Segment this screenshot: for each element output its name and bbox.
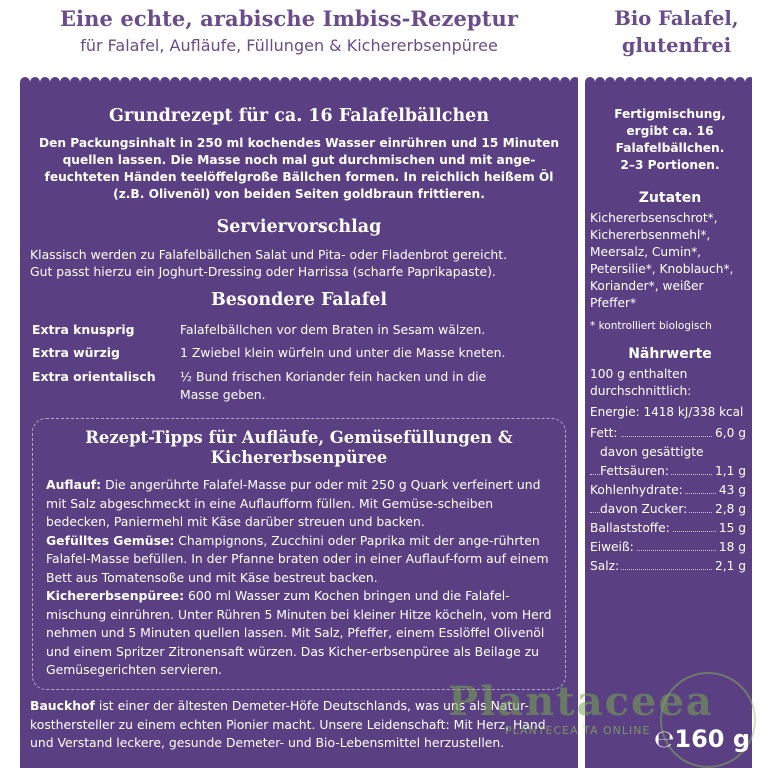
grundrezept-line: feuchteten Händen teelöffelgroße Bällchen formen. In reichlich heißem Öl xyxy=(44,170,554,184)
variant-name: Extra knusprig xyxy=(32,322,135,337)
servier-title: Serviervorschlag xyxy=(216,217,382,237)
tips-title-line: Kichererbsenpüree xyxy=(210,448,388,467)
net-weight: ℮160 g xyxy=(653,725,750,753)
nutrient-row-eiweiss xyxy=(590,538,746,556)
nutrient-label: Ballaststoffe: xyxy=(590,521,670,535)
product-name-line2: glutenfrei xyxy=(621,34,732,57)
grundrezept-title: Grundrezept für ca. 16 Falafelbällchen xyxy=(108,106,490,126)
nutrient-label: Salz: xyxy=(590,559,620,573)
nutrient-label: Eiweiß: xyxy=(590,540,634,554)
tip-puree xyxy=(46,587,554,680)
grundrezept-text xyxy=(20,135,578,203)
servier-text xyxy=(30,246,570,280)
naehr-intro-line: durchschnittlich: xyxy=(590,384,692,398)
tip-auflauf xyxy=(46,476,554,532)
tip-text: Champignons, Zucchini oder Paprika mit der ange-rührten Falafel-Masse befüllen. In der Pfanne braten oder in einer Auflauf-form auf einem Bett aus Tomatensoße und mit Käse bestreut backen. xyxy=(46,532,549,585)
nutrient-label: davon Zucker: xyxy=(600,502,688,516)
nutrient-row-gesaettigte xyxy=(590,443,746,461)
scalloped-edge xyxy=(20,72,578,82)
scalloped-edge-side xyxy=(585,72,752,82)
nutrient-row-salz xyxy=(590,557,746,575)
tip-text: Die angerührte Falafel-Masse pur oder mit 250 g Quark verfeinert und mit Salz abgeschmeckt in eine Auflaufform füllen. Mit Gemüse-scheiben bedecken, Paniermehl mit Käse darüber streuen und backen. xyxy=(46,477,541,529)
bauckhof-name: Bauckhof xyxy=(30,698,95,713)
nutrient-row-kohlenhydrate xyxy=(590,481,746,499)
zutaten-line: Kichererbsenmehl*, xyxy=(590,228,711,242)
mix-line: Fertigmischung, xyxy=(614,107,726,121)
nutrient-value: 1,1 g xyxy=(715,464,746,478)
naehr-intro-line: 100 g enthalten xyxy=(590,367,688,381)
mix-line: ergibt ca. 16 xyxy=(626,124,714,138)
zutaten-line: Kichererbsenschrot*, xyxy=(590,211,718,225)
header-side xyxy=(585,0,768,72)
label-title: Eine echte, arabische Imbiss-Rezeptur xyxy=(59,6,519,31)
servier-line: Gut passt hierzu ein Joghurt-Dressing oder Harrissa (scharfe Paprikapaste). xyxy=(30,264,496,279)
variant-desc-line: ½ Bund frischen Koriander fein hacken und in die xyxy=(180,369,487,384)
nutrient-row-zucker xyxy=(590,500,746,518)
nutrient-value: 2,1 g xyxy=(715,559,746,573)
zutaten-line: Pfeffer* xyxy=(590,296,637,310)
mix-info xyxy=(590,106,750,174)
bauckhof-desc: ist einer der ältesten Demeter-Höfe Deutschlands, was uns als Natur-kosthersteller zu einem echten Pionier macht. Unsere Leidenschaft: Mit Herz, Hand und Verstand leckere, gesunde Demeter- und Bio-Lebensmittel herzustellen. xyxy=(30,698,546,750)
nutrient-value: 2,8 g xyxy=(715,502,746,516)
zutaten-line: Petersilie*, Knoblauch*, xyxy=(590,262,734,276)
servier-line: Klassisch werden zu Falafelbällchen Salat und Pita- oder Fladenbrot gereicht. xyxy=(30,247,508,262)
nutrient-label: Kohlenhydrate: xyxy=(590,483,683,497)
nutrient-value: 43 g xyxy=(718,483,746,497)
tips-title-line: Rezept-Tipps für Aufläufe, Gemüsefüllungen & xyxy=(85,428,513,447)
variant-desc xyxy=(180,368,560,404)
tip-gemuese xyxy=(46,532,554,588)
naehrwerte-title: Nährwerte xyxy=(628,346,712,362)
nutrient-row-ballaststoffe xyxy=(590,519,746,537)
besondere-title: Besondere Falafel xyxy=(210,290,388,310)
tips-body xyxy=(46,476,554,680)
grundrezept-line: quellen lassen. Die Masse noch mal gut durchmischen und mit ange- xyxy=(62,153,536,167)
variant-desc: Falafelbällchen vor dem Braten in Sesam wälzen. xyxy=(180,322,486,337)
tip-text: 600 ml Wasser zum Kochen bringen und die Falafel-mischung einrühren. Unter Rühren 5 Minuten bei kleiner Hitze köcheln, vom Herd nehmen und 5 Minuten quellen lassen. Mit Salz, Pfeffer, einem Esslöffel Olivenöl und einem Spritzer Zitronensaft würzen. Das Kicher-erbsenpüree als Beilage zu Gemüsegerichten servieren. xyxy=(46,588,552,677)
variant-name: Extra orientalisch xyxy=(32,369,156,384)
label-subtitle: für Falafel, Aufläufe, Füllungen & Kichererbsenpüree xyxy=(80,36,498,55)
watermark-sub: PLANTECEA TA ONLINE xyxy=(505,724,651,737)
grundrezept-line: Den Packungsinhalt in 250 ml kochendes Wasser einrühren und 15 Minuten xyxy=(38,136,560,150)
nutrient-row-fettsaeuren xyxy=(590,462,746,480)
nutrient-label: Fettsäuren: xyxy=(600,464,670,478)
nutrient-value: 18 g xyxy=(718,540,746,554)
mix-line: Falafelbällchen. xyxy=(615,141,725,155)
variant-desc-line: Masse geben. xyxy=(180,387,266,402)
naehrwerte-intro xyxy=(590,366,750,400)
energie-value: Energie: 1418 kJ/338 kcal xyxy=(590,405,744,419)
watermark-brand: Plantaceea xyxy=(448,678,714,725)
nutrient-value: 6,0 g xyxy=(715,426,746,440)
nutrient-value: 15 g xyxy=(718,521,746,535)
grundrezept-line: (z.B. Olivenöl) von beiden Seiten goldbraun frittieren. xyxy=(113,187,485,201)
bio-note: * kontrolliert biologisch xyxy=(590,320,712,332)
nutrient-row-fett xyxy=(590,424,746,442)
tip-key: Kichererbsenpüree: xyxy=(46,588,185,603)
tip-key: Auflauf: xyxy=(46,477,102,492)
panel-divider xyxy=(578,0,585,768)
tip-key: Gefülltes Gemüse: xyxy=(46,532,175,548)
nutrient-label: davon gesättigte xyxy=(600,445,704,459)
header-main xyxy=(0,0,578,72)
mix-line: 2–3 Portionen. xyxy=(620,158,720,172)
zutaten-line: Meersalz, Cumin*, xyxy=(590,245,702,259)
zutaten-list xyxy=(590,210,750,312)
product-name-line1: Bio Falafel, xyxy=(614,7,739,30)
variant-desc: 1 Zwiebel klein würfeln und unter die Masse kneten. xyxy=(180,345,506,360)
zutaten-line: Koriander*, weißer xyxy=(590,279,704,293)
tips-title xyxy=(32,428,566,468)
nutrient-label: Fett: xyxy=(590,426,618,440)
variant-name: Extra würzig xyxy=(32,345,120,360)
zutaten-title: Zutaten xyxy=(638,190,702,206)
